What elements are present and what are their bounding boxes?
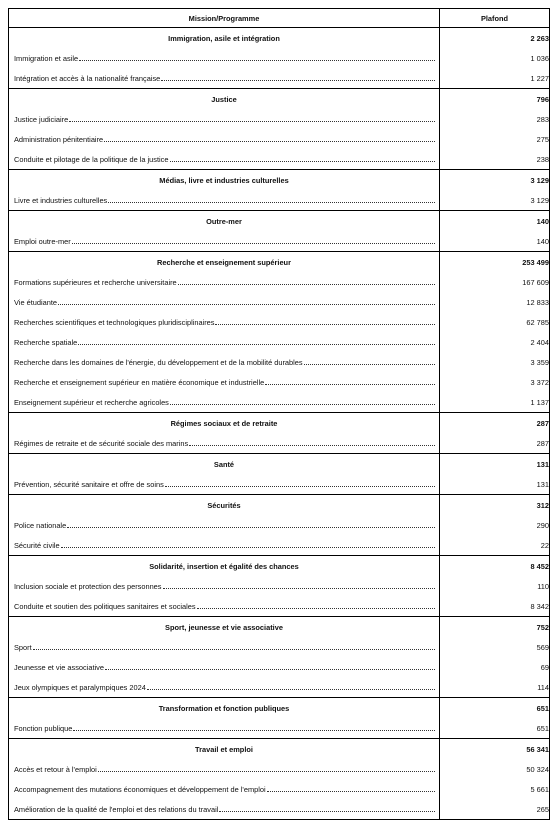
programme-cell bbox=[9, 779, 440, 799]
programme-row bbox=[9, 68, 550, 89]
mission-total: 752 bbox=[440, 617, 550, 638]
programme-value: 265 bbox=[440, 799, 550, 820]
mission-total: 312 bbox=[440, 495, 550, 516]
programme-row bbox=[9, 352, 550, 372]
programme-cell bbox=[9, 231, 440, 252]
programme-cell bbox=[9, 109, 440, 129]
programme-value: 3 129 bbox=[440, 190, 550, 211]
programme-value: 3 359 bbox=[440, 352, 550, 372]
programme-row bbox=[9, 576, 550, 596]
programme-value: 22 bbox=[440, 535, 550, 556]
programme-name: Intégration et accès à la nationalité française bbox=[14, 73, 161, 83]
programme-name: Livre et industries culturelles bbox=[14, 195, 108, 205]
programme-row bbox=[9, 657, 550, 677]
programme-row bbox=[9, 129, 550, 149]
programme-row bbox=[9, 332, 550, 352]
programme-cell bbox=[9, 637, 440, 657]
programme-name: Justice judiciaire bbox=[14, 114, 69, 124]
programme-name: Prévention, sécurité sanitaire et offre de soins bbox=[14, 479, 164, 489]
programme-name: Sécurité civile bbox=[14, 540, 60, 550]
plafond-column-header: Plafond bbox=[440, 9, 550, 28]
programme-row bbox=[9, 372, 550, 392]
mission-column-header: Mission/Programme bbox=[9, 9, 440, 28]
programme-value: 50 324 bbox=[440, 759, 550, 779]
programme-name: Immigration et asile bbox=[14, 53, 79, 63]
programme-name: Emploi outre-mer bbox=[14, 236, 71, 246]
programme-cell bbox=[9, 272, 440, 292]
programme-row bbox=[9, 535, 550, 556]
dot-leader bbox=[165, 486, 435, 487]
dot-leader bbox=[61, 547, 435, 548]
budget-ceiling-table bbox=[8, 8, 550, 820]
mission-name: Travail et emploi bbox=[9, 739, 440, 760]
programme-value: 167 609 bbox=[440, 272, 550, 292]
dot-leader bbox=[58, 304, 435, 305]
programme-cell bbox=[9, 392, 440, 413]
mission-row bbox=[9, 28, 550, 49]
dot-leader bbox=[73, 730, 435, 731]
programme-cell bbox=[9, 68, 440, 89]
dot-leader bbox=[170, 404, 435, 405]
dot-leader bbox=[147, 689, 435, 690]
mission-total: 253 499 bbox=[440, 252, 550, 273]
programme-name: Conduite et soutien des politiques sanitaires et sociales bbox=[14, 601, 196, 611]
programme-name: Inclusion sociale et protection des personnes bbox=[14, 581, 162, 591]
programme-name: Enseignement supérieur et recherche agricoles bbox=[14, 397, 169, 407]
mission-name: Régimes sociaux et de retraite bbox=[9, 413, 440, 434]
programme-value: 1 036 bbox=[440, 48, 550, 68]
dot-leader bbox=[69, 121, 435, 122]
programme-name: Formations supérieures et recherche universitaire bbox=[14, 277, 177, 287]
dot-leader bbox=[79, 60, 435, 61]
mission-total: 140 bbox=[440, 211, 550, 232]
programme-cell bbox=[9, 474, 440, 495]
mission-name: Transformation et fonction publiques bbox=[9, 698, 440, 719]
mission-name: Solidarité, insertion et égalité des chances bbox=[9, 556, 440, 577]
programme-value: 5 661 bbox=[440, 779, 550, 799]
mission-row bbox=[9, 495, 550, 516]
programme-cell bbox=[9, 129, 440, 149]
programme-name: Régimes de retraite et de sécurité sociale des marins bbox=[14, 438, 189, 448]
programme-row bbox=[9, 779, 550, 799]
mission-row bbox=[9, 454, 550, 475]
mission-name: Médias, livre et industries culturelles bbox=[9, 170, 440, 191]
programme-value: 651 bbox=[440, 718, 550, 739]
dot-leader bbox=[78, 344, 435, 345]
programme-cell bbox=[9, 718, 440, 739]
dot-leader bbox=[72, 243, 435, 244]
dot-leader bbox=[108, 202, 435, 203]
programme-cell bbox=[9, 799, 440, 820]
dot-leader bbox=[161, 80, 435, 81]
mission-row bbox=[9, 252, 550, 273]
programme-row bbox=[9, 474, 550, 495]
programme-name: Jeux olympiques et paralympiques 2024 bbox=[14, 682, 146, 692]
programme-value: 110 bbox=[440, 576, 550, 596]
programme-cell bbox=[9, 677, 440, 698]
mission-total: 3 129 bbox=[440, 170, 550, 191]
programme-cell bbox=[9, 352, 440, 372]
programme-cell bbox=[9, 372, 440, 392]
mission-name: Justice bbox=[9, 89, 440, 110]
programme-row bbox=[9, 759, 550, 779]
programme-value: 140 bbox=[440, 231, 550, 252]
mission-row bbox=[9, 211, 550, 232]
programme-value: 238 bbox=[440, 149, 550, 170]
programme-name: Accès et retour à l'emploi bbox=[14, 764, 97, 774]
programme-name: Police nationale bbox=[14, 520, 67, 530]
programme-value: 283 bbox=[440, 109, 550, 129]
dot-leader bbox=[189, 445, 435, 446]
dot-leader bbox=[267, 791, 435, 792]
mission-name: Outre-mer bbox=[9, 211, 440, 232]
programme-cell bbox=[9, 759, 440, 779]
dot-leader bbox=[197, 608, 435, 609]
mission-name: Sport, jeunesse et vie associative bbox=[9, 617, 440, 638]
programme-value: 69 bbox=[440, 657, 550, 677]
dot-leader bbox=[163, 588, 436, 589]
programme-name: Vie étudiante bbox=[14, 297, 58, 307]
programme-name: Jeunesse et vie associative bbox=[14, 662, 104, 672]
programme-row bbox=[9, 718, 550, 739]
programme-value: 2 404 bbox=[440, 332, 550, 352]
programme-value: 62 785 bbox=[440, 312, 550, 332]
mission-row bbox=[9, 413, 550, 434]
programme-value: 569 bbox=[440, 637, 550, 657]
dot-leader bbox=[67, 527, 435, 528]
programme-cell bbox=[9, 149, 440, 170]
dot-leader bbox=[170, 161, 436, 162]
mission-total: 2 263 bbox=[440, 28, 550, 49]
mission-total: 796 bbox=[440, 89, 550, 110]
dot-leader bbox=[178, 284, 435, 285]
programme-row bbox=[9, 433, 550, 454]
programme-cell bbox=[9, 535, 440, 556]
programme-cell bbox=[9, 515, 440, 535]
mission-total: 56 341 bbox=[440, 739, 550, 760]
programme-value: 287 bbox=[440, 433, 550, 454]
programme-value: 290 bbox=[440, 515, 550, 535]
mission-row bbox=[9, 89, 550, 110]
mission-row bbox=[9, 698, 550, 719]
dot-leader bbox=[215, 324, 435, 325]
programme-cell bbox=[9, 576, 440, 596]
programme-cell bbox=[9, 596, 440, 617]
programme-row bbox=[9, 190, 550, 211]
programme-value: 275 bbox=[440, 129, 550, 149]
dot-leader bbox=[265, 384, 435, 385]
programme-cell bbox=[9, 312, 440, 332]
mission-total: 131 bbox=[440, 454, 550, 475]
programme-row bbox=[9, 637, 550, 657]
dot-leader bbox=[219, 811, 435, 812]
programme-value: 114 bbox=[440, 677, 550, 698]
mission-row bbox=[9, 617, 550, 638]
programme-value: 3 372 bbox=[440, 372, 550, 392]
programme-name: Recherche et enseignement supérieur en matière économique et industrielle bbox=[14, 377, 265, 387]
programme-cell bbox=[9, 332, 440, 352]
programme-cell bbox=[9, 48, 440, 68]
dot-leader bbox=[98, 771, 435, 772]
programme-row bbox=[9, 272, 550, 292]
programme-cell bbox=[9, 433, 440, 454]
table-header-row bbox=[9, 9, 550, 28]
mission-row bbox=[9, 170, 550, 191]
mission-total: 8 452 bbox=[440, 556, 550, 577]
programme-name: Recherches scientifiques et technologiques pluridisciplinaires bbox=[14, 317, 215, 327]
programme-row bbox=[9, 231, 550, 252]
programme-row bbox=[9, 799, 550, 820]
programme-row bbox=[9, 292, 550, 312]
programme-name: Conduite et pilotage de la politique de la justice bbox=[14, 154, 169, 164]
dot-leader bbox=[104, 141, 435, 142]
programme-value: 1 227 bbox=[440, 68, 550, 89]
programme-name: Amélioration de la qualité de l'emploi et des relations du travail bbox=[14, 804, 219, 814]
programme-cell bbox=[9, 292, 440, 312]
programme-row bbox=[9, 149, 550, 170]
programme-name: Recherche spatiale bbox=[14, 337, 78, 347]
mission-total: 287 bbox=[440, 413, 550, 434]
mission-name: Santé bbox=[9, 454, 440, 475]
programme-cell bbox=[9, 190, 440, 211]
dot-leader bbox=[304, 364, 435, 365]
programme-value: 12 833 bbox=[440, 292, 550, 312]
programme-value: 131 bbox=[440, 474, 550, 495]
mission-row bbox=[9, 739, 550, 760]
mission-name: Immigration, asile et intégration bbox=[9, 28, 440, 49]
mission-name: Sécurités bbox=[9, 495, 440, 516]
table-body bbox=[9, 28, 550, 820]
programme-name: Administration pénitentiaire bbox=[14, 134, 104, 144]
programme-name: Accompagnement des mutations économiques et développement de l'emploi bbox=[14, 784, 266, 794]
mission-row bbox=[9, 556, 550, 577]
programme-cell bbox=[9, 657, 440, 677]
programme-row bbox=[9, 515, 550, 535]
dot-leader bbox=[105, 669, 435, 670]
programme-row bbox=[9, 596, 550, 617]
mission-total: 651 bbox=[440, 698, 550, 719]
programme-name: Recherche dans les domaines de l'énergie, du développement et de la mobilité durables bbox=[14, 357, 303, 367]
programme-row bbox=[9, 48, 550, 68]
programme-row bbox=[9, 109, 550, 129]
programme-name: Fonction publique bbox=[14, 723, 73, 733]
dot-leader bbox=[33, 649, 435, 650]
programme-row bbox=[9, 312, 550, 332]
programme-value: 8 342 bbox=[440, 596, 550, 617]
programme-value: 1 137 bbox=[440, 392, 550, 413]
mission-name: Recherche et enseignement supérieur bbox=[9, 252, 440, 273]
programme-name: Sport bbox=[14, 642, 32, 652]
programme-row bbox=[9, 392, 550, 413]
programme-row bbox=[9, 677, 550, 698]
